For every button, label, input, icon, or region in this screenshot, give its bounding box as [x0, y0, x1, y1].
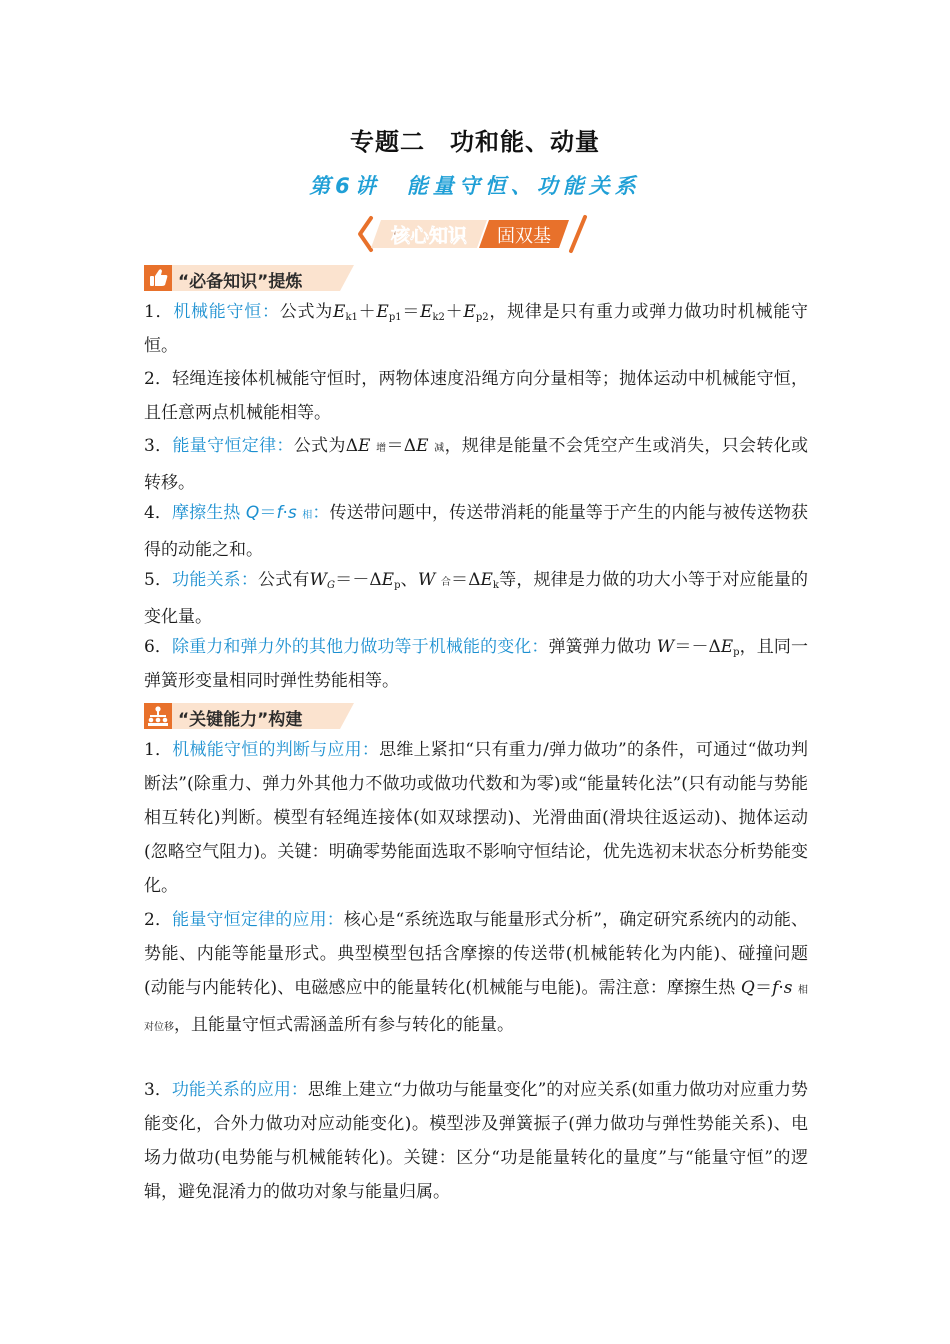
slash-right-icon — [571, 217, 585, 251]
item-key: 功能关系的应用： — [171, 1080, 308, 1100]
page-title: 专题二 功和能、动量 — [350, 128, 600, 156]
knowledge-item-1: 1．机械能守恒：公式为$E_{k1}+E_{p1}=E_{k2}+E_{p2}$，规律是只有重力或弹力做功时机械能守恒。 — [144, 302, 809, 356]
knowledge-item-2: 2．轻绳连接体机械能守恒时，两物体速度沿绳方向分量相等；抛体运动中机械能守恒，且任意两点机械能相等。 — [144, 369, 808, 423]
ability-item-2: 2．能量守恒定律的应用：核心是“系统选取与能量形式分析”，确定研究系统内的动能、势能、内能等能量形式。典型模型包括含摩擦的传送带(机械能转化为内能)、碰撞问题(动能与内能转化)、电磁感应中的能量转化(机械能与电能)。需注意：摩擦生热 Q＝f·s 相对位移，且能量守恒式需涵盖所有参与转化的能量。 — [144, 910, 809, 1035]
core-knowledge-banner — [357, 214, 593, 254]
knowledge-item-3: 3．能量守恒定律：公式为ΔE 增＝ΔE 减，规律是能量不会凭空产生或消失，只会转化或转移。 — [144, 436, 809, 493]
knowledge-item-6: 6．除重力和弹力外的其他力做功等于机械能的变化：弹簧弹力做功 $W=-\Delta E_p$，且同一弹簧形变量相同时弹性势能相等。 — [144, 637, 809, 691]
banner-graphic — [357, 214, 593, 254]
item-key: 摩擦生热 Q＝f·s 相： — [172, 503, 330, 523]
lecture-subtitle: 第6讲 能量守恒、功能关系 — [309, 174, 641, 198]
section-heading-key-abilities — [144, 703, 354, 729]
section-heading-essential-knowledge — [144, 265, 354, 291]
item-key: 能量守恒定律： — [172, 436, 294, 456]
chevron-left-icon — [360, 218, 371, 250]
section-heading-label: “必备知识”提炼 — [178, 272, 303, 292]
item-key: 功能关系： — [172, 570, 259, 590]
knowledge-item-4: 4．摩擦生热 Q＝f·s 相：传送带问题中，传送带消耗的能量等于产生的内能与被传送物获得的动能之和。 — [144, 503, 809, 560]
ability-item-1: 1．机械能守恒的判断与应用：思维上紧扣“只有重力/弹力做功”的条件，可通过“做功判断法”(除重力、弹力外其他力不做功或做功代数和为零)或“能量转化法”(只有动能与势能相互转化)判断。模型有轻绳连接体(如双球摆动)、光滑曲面(滑块往返运动)、抛体运动(忽略空气阻力)。关键：明确零势能面选取不影响守恒结论，优先选初末状态分析势能变化。 — [144, 740, 808, 896]
item-key: 除重力和弹力外的其他力做功等于机械能的变化： — [172, 637, 549, 657]
knowledge-item-5: 5．功能关系：公式有$W_G=-\Delta E_p$、W 合$=\Delta E_k$等，规律是力做的功大小等于对应能量的变化量。 — [144, 570, 809, 627]
banner-left-text: 核心知识 — [390, 225, 468, 247]
item-key: 机械能守恒的判断与应用： — [172, 740, 380, 760]
section-heading-label: “关键能力”构建 — [178, 710, 303, 730]
item-key: 机械能守恒： — [173, 302, 280, 322]
item-key: 能量守恒定律的应用： — [172, 910, 344, 930]
ability-item-3: 3．功能关系的应用：思维上建立“力做功与能量变化”的对应关系(如重力做功对应重力势能变化，合外力做功对应动能变化)。模型涉及弹簧振子(弹力做功与弹性势能关系)、电场力做功(电势能与机械能转化)。关键：区分“功是能量转化的量度”与“能量守恒”的逻辑，避免混淆力的做功对象与能量归属。 — [144, 1080, 808, 1202]
banner-right-text: 固双基 — [497, 226, 551, 247]
